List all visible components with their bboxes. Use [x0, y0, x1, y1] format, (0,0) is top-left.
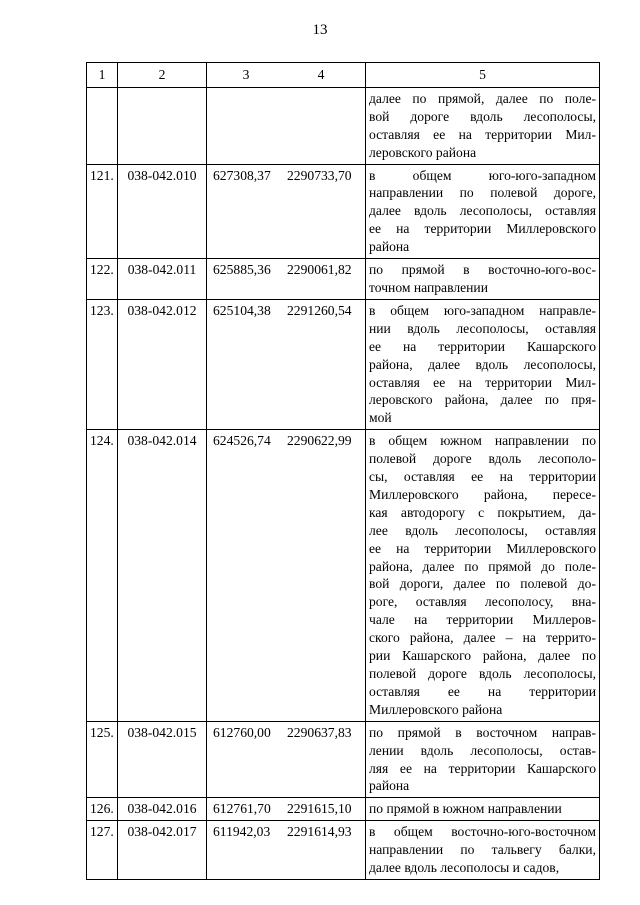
table-row	[87, 821, 600, 880]
row-number: 126.	[87, 798, 118, 821]
header-col-1: 1	[87, 63, 118, 88]
route-description	[366, 87, 600, 164]
table-row	[87, 164, 600, 259]
coordinates-cell	[207, 721, 366, 798]
description-line: района, далее по прямой до поле-	[369, 558, 596, 574]
coordinate-y: 2290622,99	[287, 433, 352, 449]
table-row	[87, 798, 600, 821]
point-code: 038-042.010	[118, 164, 207, 259]
row-number: 121.	[87, 164, 118, 259]
description-line: леровского района	[369, 144, 477, 160]
description-line: далее по прямой, далее по поле-	[369, 90, 596, 106]
description-line: Миллеровского района	[369, 701, 503, 717]
description-line: по прямой в восточно-юго-вос-	[369, 262, 596, 278]
description-line: чале на территории Миллеров-	[369, 612, 596, 628]
coordinate-x: 612760,00	[213, 724, 271, 740]
description-line: ее на территории Миллеровского	[369, 221, 596, 237]
point-code: 038-042.012	[118, 299, 207, 429]
coordinate-y: 2290637,83	[287, 724, 352, 740]
coordinate-y: 2290061,82	[287, 262, 352, 278]
description-line: оставляя ее на территории Мил-	[369, 126, 596, 142]
coordinate-y: 2291615,10	[287, 801, 352, 817]
coordinates-cell	[207, 821, 366, 880]
description-line: вой дороге вдоль лесополосы,	[369, 108, 596, 124]
description-line: ского района, далее – на террито-	[369, 630, 596, 646]
point-code	[118, 87, 207, 164]
description-line: оставляя ее на территории Мил-	[369, 374, 596, 390]
point-code: 038-042.017	[118, 821, 207, 880]
coordinates-cell	[207, 87, 366, 164]
point-code: 038-042.015	[118, 721, 207, 798]
description-line: полевой дороге вдоль лесополо-	[369, 451, 596, 467]
coordinate-y: 2291614,93	[287, 824, 352, 840]
boundary-table	[86, 62, 600, 880]
description-line: вой дороги, далее по полевой до-	[369, 576, 596, 592]
description-line: ее на территории Кашарского	[369, 338, 596, 354]
coordinate-x: 625104,38	[213, 302, 271, 318]
coordinate-y: 2290733,70	[287, 167, 352, 183]
description-line: лее вдоль лесополосы, оставляя	[369, 522, 596, 538]
description-line: ее на территории Миллеровского	[369, 540, 596, 556]
description-line: леровского района, далее по пря-	[369, 392, 596, 408]
row-number: 124.	[87, 430, 118, 722]
description-line: оставляя ее на территории	[369, 683, 596, 699]
description-line: мой	[369, 410, 392, 426]
coordinate-y: 2291260,54	[287, 302, 352, 318]
page-number: 13	[312, 22, 328, 38]
description-line: кая автодорогу с покрытием, да-	[369, 504, 596, 520]
description-line: ляя ее на территории Кашарского	[369, 760, 596, 776]
description-line: роге, оставляя лесополосу, вна-	[369, 594, 596, 610]
route-description	[366, 721, 600, 798]
description-line: направлении по тальвегу балки,	[369, 842, 596, 858]
coordinate-x: 611942,03	[213, 824, 271, 840]
coordinates-cell	[207, 430, 366, 722]
description-line: нии вдоль лесополосы, оставляя	[369, 320, 596, 336]
coordinate-x: 624526,74	[213, 433, 271, 449]
description-line: в общем южном направлении по	[369, 433, 596, 449]
description-line: в общем юго-юго-западном	[369, 167, 596, 183]
table-row	[87, 430, 600, 722]
description-line: точном направлении	[369, 279, 488, 295]
row-number: 122.	[87, 259, 118, 300]
description-line: по прямой в южном направлении	[369, 801, 562, 817]
header-col-5: 5	[366, 63, 600, 88]
header-col-3-4	[207, 63, 366, 88]
description-line: района	[369, 239, 410, 255]
coordinates-cell	[207, 299, 366, 429]
row-number	[87, 87, 118, 164]
description-line: направлении по полевой дороге,	[369, 185, 596, 201]
point-code: 038-042.016	[118, 798, 207, 821]
description-line: в общем восточно-юго-восточном	[369, 824, 596, 840]
description-line: далее вдоль лесополосы, оставляя	[369, 203, 596, 219]
coordinates-cell	[207, 164, 366, 259]
header-col-3: 3	[242, 67, 250, 82]
description-line: района	[369, 778, 410, 794]
description-line: в общем юго-западном направле-	[369, 302, 596, 318]
table-header-row	[87, 63, 600, 88]
route-description	[366, 299, 600, 429]
description-line: далее вдоль лесополосы и садов,	[369, 860, 560, 876]
description-line: по прямой в восточном направ-	[369, 724, 596, 740]
route-description	[366, 821, 600, 880]
row-number: 125.	[87, 721, 118, 798]
route-description	[366, 259, 600, 300]
table-row	[87, 721, 600, 798]
description-line: лении вдоль лесополосы, остав-	[369, 742, 596, 758]
point-code: 038-042.014	[118, 430, 207, 722]
description-line: района, далее вдоль лесополосы,	[369, 356, 596, 372]
coordinates-cell	[207, 798, 366, 821]
table-row	[87, 87, 600, 164]
table-row	[87, 299, 600, 429]
route-description	[366, 164, 600, 259]
table-row	[87, 259, 600, 300]
header-col-2: 2	[118, 63, 207, 88]
description-line: полевой дороге вдоль лесополосы,	[369, 666, 596, 681]
route-description	[366, 798, 600, 821]
row-number: 123.	[87, 299, 118, 429]
description-line: рии Кашарского района, далее по	[369, 648, 596, 664]
route-description	[366, 430, 600, 722]
point-code: 038-042.011	[118, 259, 207, 300]
coordinates-cell	[207, 259, 366, 300]
row-number: 127.	[87, 821, 118, 880]
description-line: сы, оставляя ее на территории	[369, 469, 596, 485]
coordinate-x: 612761,70	[213, 801, 271, 817]
description-line: Миллеровского района, пересе-	[369, 486, 596, 502]
coordinate-x: 627308,37	[213, 167, 271, 183]
coordinate-x: 625885,36	[213, 262, 271, 278]
header-col-4: 4	[317, 67, 325, 82]
